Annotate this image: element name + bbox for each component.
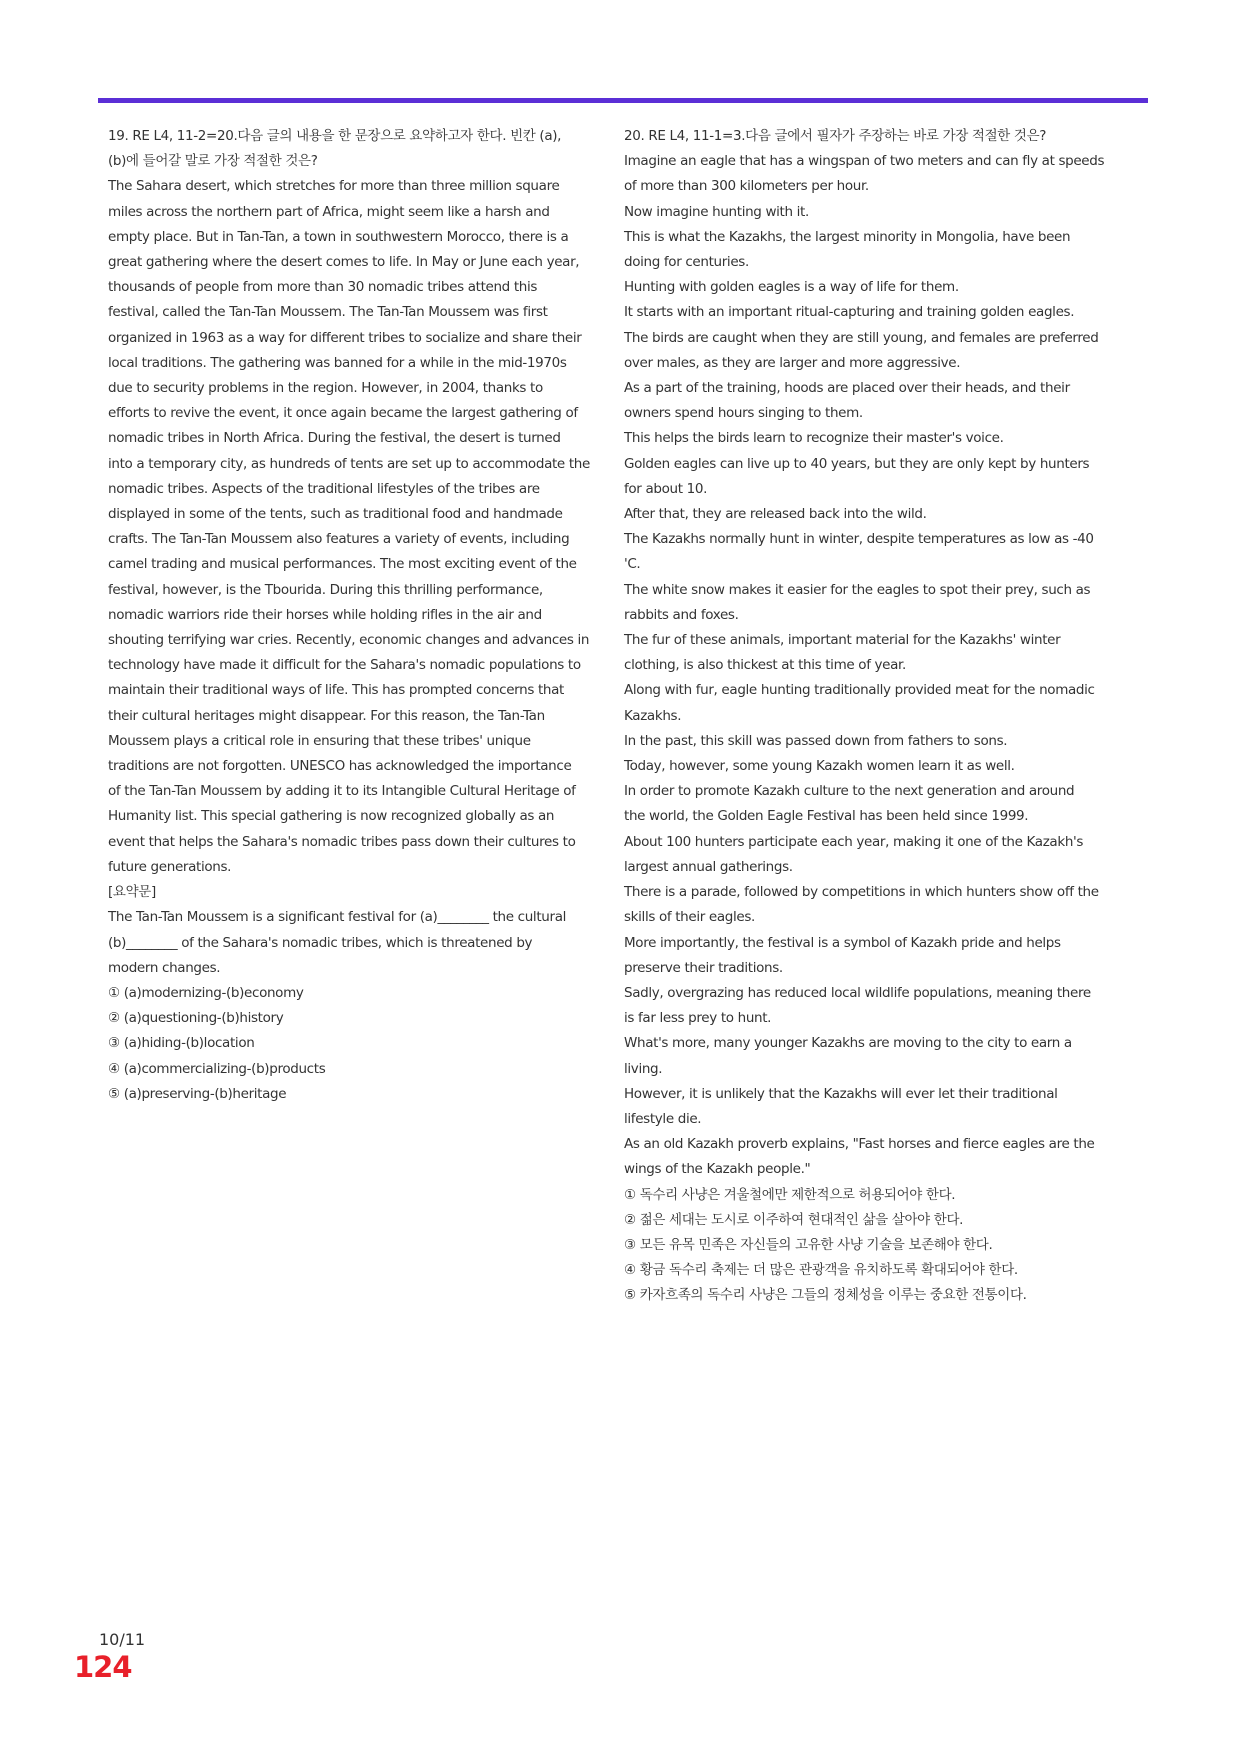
answer-option: ⑤ 카자흐족의 독수리 사냥은 그들의 정체성을 이루는 중요한 전통이다. [624,1287,1027,1304]
text-line: largest annual gatherings. [624,858,793,875]
text-line: This is what the Kazakhs, the largest minority in Mongolia, have been [624,228,1071,245]
text-line: Kazakhs. [624,707,682,724]
text-line: over males, as they are larger and more aggressive. [624,354,961,371]
text-line: festival, called the Tan-Tan Moussem. The Tan-Tan Moussem was first [108,304,548,321]
text-line: for about 10. [624,480,708,497]
question-19-summary-label: [요약문] [108,884,156,901]
text-line: In order to promote Kazakh culture to the next generation and around [624,783,1075,800]
answer-option: ② 젊은 세대는 도시로 이주하여 현대적인 삶을 살아야 한다. [624,1211,964,1228]
page-number: 124 [74,1650,132,1684]
text-line: festival, however, is the Tbourida. During this thrilling performance, [108,581,543,598]
text-line: the world, the Golden Eagle Festival has been held since 1999. [624,808,1029,825]
text-line: maintain their traditional ways of life. This has prompted concerns that [108,682,564,699]
question-19-passage [108,174,614,880]
text-line: Sadly, overgrazing has reduced local wildlife populations, meaning there [624,984,1091,1001]
text-line: What's more, many younger Kazakhs are moving to the city to earn a [624,1035,1072,1052]
header-rule [98,98,1148,103]
text-line: great gathering where the desert comes to life. In May or June each year, [108,254,580,271]
text-line: local traditions. The gathering was banned for a while in the mid-1970s [108,354,567,371]
text-line: modern changes. [108,959,221,976]
text-line: The Tan-Tan Moussem is a significant festival for (a)________ the cultural [108,909,567,926]
text-line: Humanity list. This special gathering is now recognized globally as an [108,808,555,825]
text-line: (b)에 들어갈 말로 가장 적절한 것은? [108,153,318,170]
text-line: About 100 hunters participate each year, making it one of the Kazakh's [624,833,1084,850]
text-line: The fur of these animals, important material for the Kazakhs' winter [624,632,1061,649]
text-line: The birds are caught when they are still young, and females are preferred [624,329,1099,346]
text-line: There is a parade, followed by competitions in which hunters show off the [624,884,1099,901]
answer-option: ③ 모든 유목 민족은 자신들의 고유한 사냥 기술을 보존해야 한다. [624,1236,993,1253]
text-line: As a part of the training, hoods are placed over their heads, and their [624,380,1070,397]
answer-option: ② (a)questioning-(b)history [108,1010,284,1027]
text-line: 20. RE L4, 11-1=3.다음 글에서 필자가 주장하는 바로 가장 적절한 것은? [624,128,1047,144]
text-line: of more than 300 kilometers per hour. [624,178,869,195]
text-line: into a temporary city, as hundreds of tents are set up to accommodate the [108,455,590,472]
text-line: Now imagine hunting with it. [624,203,809,220]
text-line: In the past, this skill was passed down from fathers to sons. [624,732,1008,749]
text-line: Along with fur, eagle hunting traditionally provided meat for the nomadic [624,682,1095,699]
text-line: nomadic warriors ride their horses while holding rifles in the air and [108,606,542,623]
text-line: displayed in some of the tents, such as traditional food and handmade [108,506,563,523]
text-line: Golden eagles can live up to 40 years, but they are only kept by hunters [624,455,1090,472]
text-line: rabbits and foxes. [624,606,739,623]
text-line: wings of the Kazakh people." [624,1161,811,1178]
text-line: The white snow makes it easier for the eagles to spot their prey, such as [624,581,1091,598]
answer-option: ⑤ (a)preserving-(b)heritage [108,1085,287,1102]
text-line: Imagine an eagle that has a wingspan of two meters and can fly at speeds [624,153,1105,170]
text-line: owners spend hours singing to them. [624,405,863,422]
text-line: thousands of people from more than 30 nomadic tribes attend this [108,279,538,296]
text-line: technology have made it difficult for the Sahara's nomadic populations to [108,657,581,674]
text-line: living. [624,1060,663,1077]
text-line: 'C. [624,556,641,573]
text-line: lifestyle die. [624,1110,702,1127]
question-19-options [108,981,614,1107]
answer-option: ① 독수리 사냥은 겨울철에만 제한적으로 허용되어야 한다. [624,1186,956,1203]
text-line: Moussem plays a critical role in ensuring that these tribes' unique [108,732,531,749]
text-line: is far less prey to hunt. [624,1010,772,1027]
text-line: event that helps the Sahara's nomadic tribes pass down their cultures to [108,833,576,850]
question-20-passage [624,149,1144,1182]
text-line: 19. RE L4, 11-2=20.다음 글의 내용을 한 문장으로 요약하고자 한다. 빈칸 (a), [108,128,562,144]
question-19-header [108,124,614,174]
text-line: shouting terrifying war cries. Recently, economic changes and advances in [108,632,590,649]
text-line: crafts. The Tan-Tan Moussem also features a variety of events, including [108,531,570,548]
text-line: The Sahara desert, which stretches for more than three million square [108,178,560,195]
text-line: camel trading and musical performances. The most exciting event of the [108,556,577,573]
text-line: Hunting with golden eagles is a way of life for them. [624,279,959,296]
text-line: clothing, is also thickest at this time of year. [624,657,906,674]
text-line: More importantly, the festival is a symbol of Kazakh pride and helps [624,934,1061,951]
text-line: their cultural heritages might disappear. For this reason, the Tan-Tan [108,707,545,724]
text-line: Today, however, some young Kazakh women learn it as well. [624,758,1015,775]
text-line: of the Tan-Tan Moussem by adding it to its Intangible Cultural Heritage of [108,783,576,800]
answer-option: ④ (a)commercializing-(b)products [108,1060,326,1077]
text-line: due to security problems in the region. However, in 2004, thanks to [108,380,543,397]
question-20-header [624,124,1144,149]
question-19 [108,124,614,1107]
text-line: However, it is unlikely that the Kazakhs will ever let their traditional [624,1085,1058,1102]
text-line: future generations. [108,858,232,875]
text-line: miles across the northern part of Africa, might seem like a harsh and [108,203,550,220]
question-19-summary [108,905,614,981]
page-count: 10/11 [99,1630,146,1649]
answer-option: ③ (a)hiding-(b)location [108,1035,255,1052]
answer-option: ① (a)modernizing-(b)economy [108,984,304,1001]
text-line: traditions are not forgotten. UNESCO has acknowledged the importance [108,758,572,775]
text-line: doing for centuries. [624,254,749,271]
text-line: After that, they are released back into the wild. [624,506,927,523]
text-line: nomadic tribes in North Africa. During the festival, the desert is turned [108,430,561,447]
text-line: skills of their eagles. [624,909,755,926]
answer-option: ④ 황금 독수리 축제는 더 많은 관광객을 유치하도록 확대되어야 한다. [624,1262,1018,1279]
text-line: As an old Kazakh proverb explains, "Fast horses and fierce eagles are the [624,1136,1095,1153]
text-line: organized in 1963 as a way for different tribes to socialize and share their [108,329,582,346]
question-20 [624,124,1144,1309]
question-20-options [624,1183,1144,1309]
text-line: This helps the birds learn to recognize their master's voice. [624,430,1004,447]
text-line: (b)________ of the Sahara's nomadic tribes, which is threatened by [108,934,533,951]
text-line: efforts to revive the event, it once again became the largest gathering of [108,405,578,422]
text-line: The Kazakhs normally hunt in winter, despite temperatures as low as -40 [624,531,1094,548]
text-line: nomadic tribes. Aspects of the traditional lifestyles of the tribes are [108,480,540,497]
text-line: It starts with an important ritual-capturing and training golden eagles. [624,304,1075,321]
text-line: preserve their traditions. [624,959,783,976]
text-line: empty place. But in Tan-Tan, a town in southwestern Morocco, there is a [108,228,569,245]
